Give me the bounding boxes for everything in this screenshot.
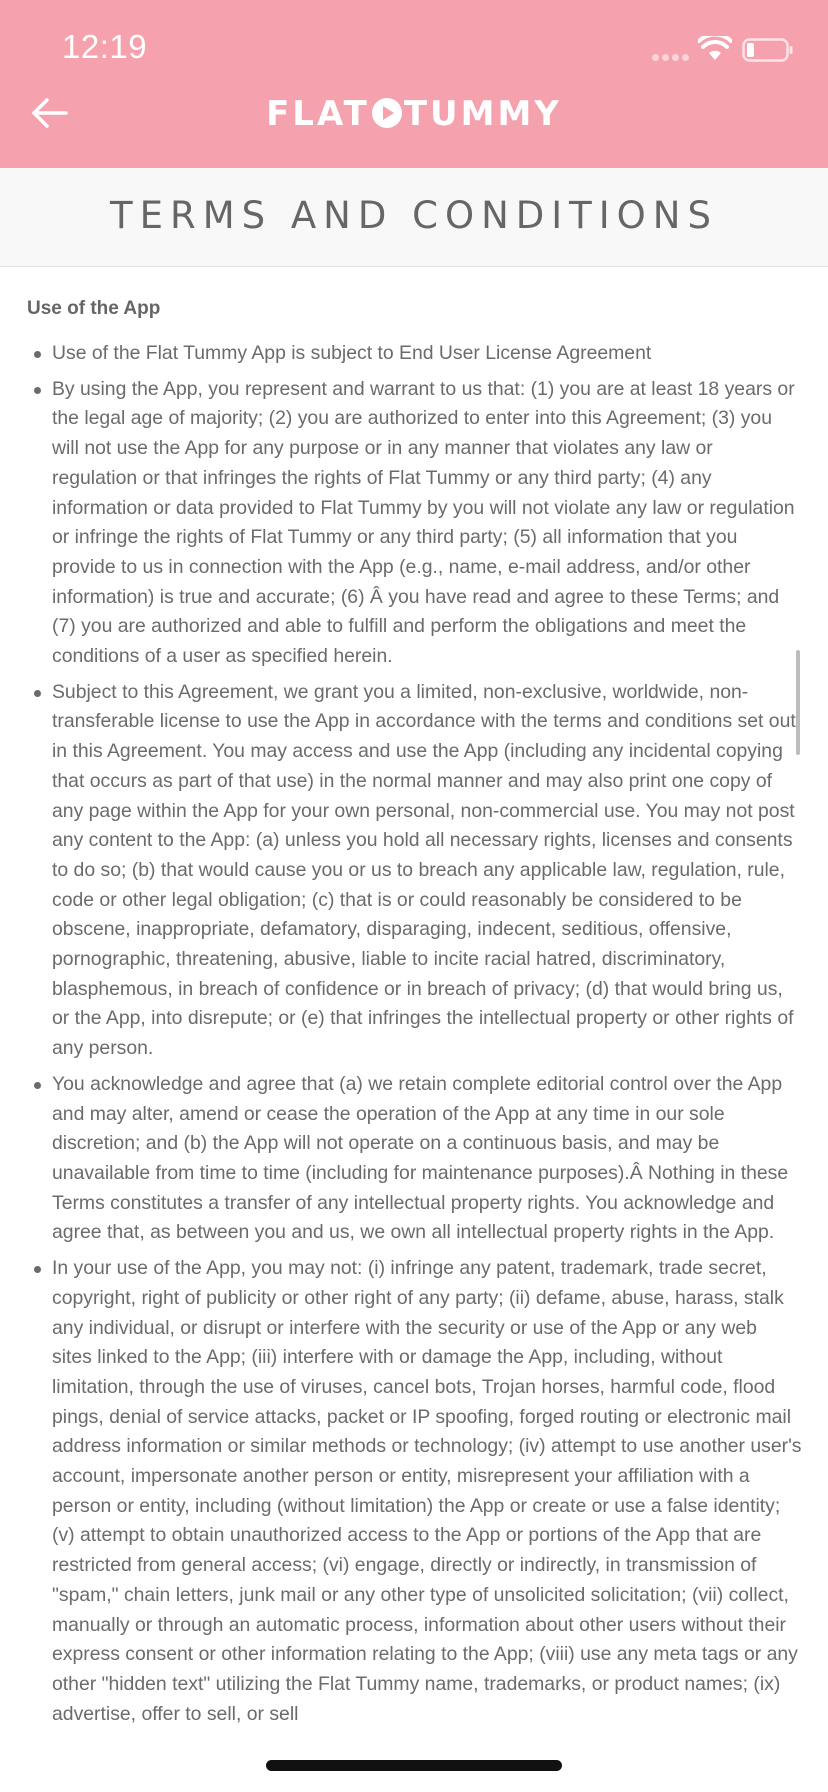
title-band: [0, 168, 828, 267]
terms-list: [27, 339, 802, 1735]
section-heading: Use of the App: [27, 298, 161, 319]
terms-item-text: You acknowledge and agree that (a) we retain complete editorial control over the App and may alter, amend or cease the operation of the App at any time in our sole discretion; and (b) the App will not operate on a continuous basis, and may be unavailable from time to time (including for maintenance purposes).Â Nothing in these Terms constitutes a transfer of any intellectual property rights. You acknowledge and agree that, as between you and us, we own all intellectual property rights in the App.: [52, 1072, 789, 1244]
bullet-icon: [34, 1082, 41, 1089]
cellular-signal-icon: [652, 54, 692, 62]
status-time: 12:19: [62, 28, 148, 65]
terms-item-text: Use of the Flat Tummy App is subject to End User License Agreement: [52, 342, 652, 364]
terms-list-item: [27, 1070, 802, 1248]
terms-list-item: [27, 1254, 802, 1729]
terms-item-text: Subject to this Agreement, we grant you a limited, non-exclusive, worldwide, non-transferable license to use the App in accordance with the terms and conditions set out in this Agreement. You may access and use the App (including any incidental copying that occurs as part of that use) in the normal manner and may also print one copy of any page within the App for your own personal, non-commercial use. You may not post any content to the App: (a) unless you hold all necessary rights, licenses and consents to do so; (b) that would cause you or us to breach any applicable law, regulation, rule, code or other legal obligation; (c) that is or could reasonably be considered to be obscene, inappropriate, defamatory, disparaging, indecent, seditious, offensive, pornographic, threatening, abusive, liable to incite racial hatred, discriminatory, blasphemous, in breach of confidence or in breach of privacy; (d) that would bring us, or the App, into disrepute; or (e) that infringes the intellectual property or other rights of any person.: [52, 680, 796, 1060]
brand-logo: [0, 92, 828, 136]
page-title: TERMS AND CONDITIONS: [110, 194, 718, 237]
wifi-icon: [698, 36, 732, 62]
terms-content[interactable]: [0, 267, 828, 1752]
brand-logo-left: FLAT: [266, 94, 370, 134]
terms-item-text: By using the App, you represent and warrant to us that: (1) you are at least 18 years or the legal age of majority; (2) you are authorized to enter into this Agreement; (3) you will not use the App for any purpose or in any manner that violates any law or regulation or that infringes the rights of Flat Tummy or any third party; (4) any information or data provided to Flat Tummy by you will not violate any law or regulation or infringe the rights of Flat Tummy or any third party; (5) all information that you provide to us in connection with the App (e.g., name, e-mail address, and/or other information) is true and accurate; (6) Â you have read and agree to these Terms; and (7) you are authorized and able to fulfill and perform the obligations and meet the conditions of a user as specified herein.: [52, 377, 795, 668]
brand-logo-right: TUMMY: [403, 94, 562, 134]
bullet-icon: [34, 351, 41, 358]
battery-icon: [742, 37, 794, 63]
app-header: [0, 0, 828, 168]
bullet-icon: [34, 1266, 41, 1273]
scrollbar[interactable]: [796, 650, 800, 755]
terms-list-item: [27, 678, 802, 1064]
terms-item-text: In your use of the App, you may not: (i) infringe any patent, trademark, trade secret, copyright, right of publicity or other right of any party; (ii) defame, abuse, harass, stalk any individual, or disrupt or interfere with the security or use of the App or any web sites linked to the App; (iii) interfere with or damage the App, including, without limitation, through the use of viruses, cancel bots, Trojan horses, harmful code, flood pings, denial of service attacks, packet or IP spoofing, forged routing or electronic mail address information or similar methods or technology; (iv) attempt to use another user's account, impersonate another person or entity, misrepresent your affiliation with a person or entity, including (without limitation) the App or create or use a false identity; (v) attempt to obtain unauthorized access to the App or portions of the App that are restricted from general access; (vi) engage, directly or indirectly, in transmission of "spam," chain letters, junk mail or any other type of unsolicited solicitation; (vii) collect, manually or through an automatic process, information about other users without their express consent or other information relating to the App; (viii) use any meta tags or any other "hidden text" utilizing the Flat Tummy name, trademarks, or product names; (ix) advertise, offer to sell, or sell: [52, 1257, 802, 1725]
home-indicator[interactable]: [266, 1760, 562, 1771]
play-circle-icon: [372, 98, 402, 128]
bullet-icon: [34, 387, 41, 394]
bullet-icon: [34, 690, 41, 697]
terms-list-item: [27, 339, 802, 369]
terms-list-item: [27, 375, 802, 672]
